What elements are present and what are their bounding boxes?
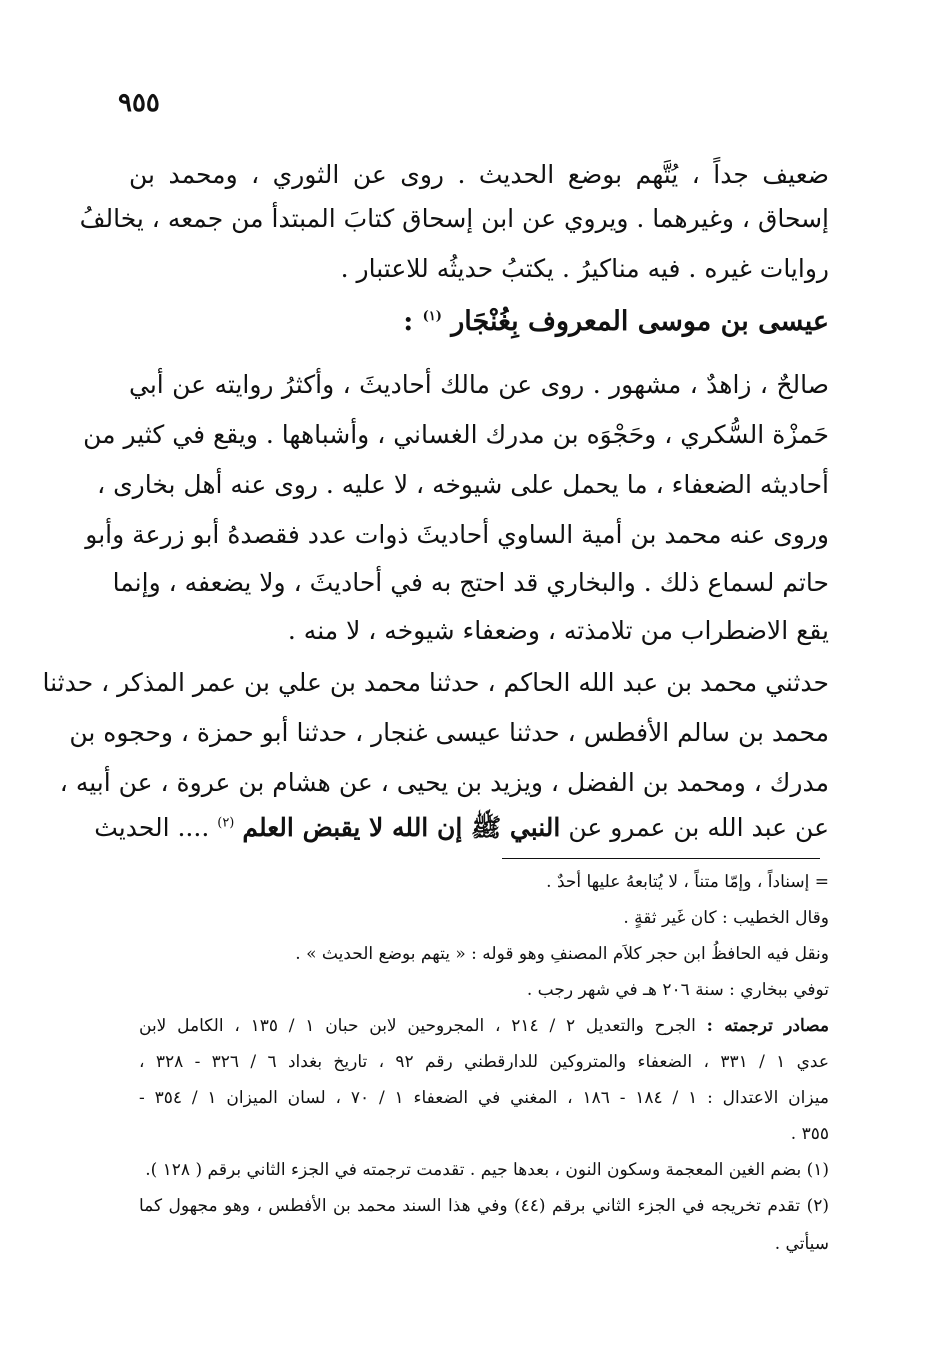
text-line: روايات غيره . فيه مناكيرُ . يكتبُ حديثُه للاعتبار .	[340, 254, 829, 283]
footnote-marker: (١)	[422, 309, 442, 324]
text-line: حاتم لسماع ذلك . والبخاري قد احتج به في أحاديثَ ، ولا يضعفه ، وإنما	[112, 568, 829, 597]
footnote-marker: (٢)	[217, 815, 235, 831]
hadith-chain: عن عبد الله بن عمرو عن	[568, 813, 829, 842]
sources-line: ميزان الاعتدال : ١ / ١٨٤ - ١٨٦ ، المغني في الضعفاء ١ / ٧٠ ، لسان الميزان ١ / ٣٥٤ -	[139, 1088, 829, 1108]
footnote-divider	[502, 858, 820, 859]
entry-heading	[403, 306, 829, 337]
entry-heading-name: عيسى بن موسى المعروف بِغُنْجَار	[451, 306, 829, 337]
sources-text: الجرح والتعديل ٢ / ٢١٤ ، المجروحين لابن حبان ١ / ١٣٥ ، الكامل لابن	[139, 1016, 696, 1036]
sources-label: مصادر ترجمته :	[706, 1016, 829, 1036]
footnote-line: = إسناداً ، وإمّا متناً ، لا يُتابعهُ عليها أحدٌ .	[546, 872, 829, 892]
footnote-line: توفي ببخاري : سنة ٢٠٦ هـ في شهر رجب .	[526, 980, 829, 1000]
sources-line: عدي ١ / ٣٣١ ، الضعفاء والمتروكين للدارقطني رقم ٩٢ ، تاريخ بغداد ٦ / ٣٢٦ - ٣٢٨ ،	[139, 1052, 829, 1072]
text-line: صالحٌ ، زاهدٌ ، مشهور . روى عن مالك أحاديثَ ، وأكثرُ روايته عن أبي	[129, 370, 829, 399]
text-line: إسحاق ، وغيرهما . ويروي عن ابن إسحاق كتابَ المبتدأ من جمعه ، يخالفُ	[79, 204, 829, 233]
footnote-2-continued: سيأتي .	[774, 1234, 829, 1254]
text-line: مدرك ، ومحمد بن الفضل ، ويزيد بن يحيى ، عن هشام بن عروة ، عن أبيه ،	[59, 768, 829, 797]
sources-line	[139, 1016, 829, 1036]
footnote-2: (٢) تقدم تخريجه في الجزء الثاني برقم (٤٤) وفي هذا السند محمد بن الأفطس ، وهو مجهول كما	[139, 1196, 829, 1216]
text-line: حدثني محمد بن عبد الله الحاكم ، حدثنا محمد بن علي بن عمر المذكر ، حدثنا	[42, 668, 829, 697]
text-line: وروى عنه محمد بن أمية الساوي أحاديثَ ذوات عدد فقصدهُ أبو زرعة وأبو	[85, 520, 829, 549]
hadith-ellipsis: .... الحديث	[94, 813, 210, 842]
footnote-line: وقال الخطيب : كان غَير ثقةٍ .	[623, 908, 829, 928]
footnote-line: ونقل فيه الحافظُ ابن حجر كلاَم المصنفِ وهو قوله : « يتهم بوضع الحديث » .	[295, 944, 829, 964]
text-line: ضعيف جداً ، يُتَّهم بوضع الحديث . روى عن الثوري ، ومحمد بن	[129, 160, 829, 189]
hadith-text: النبي ﷺ إن الله لا يقبض العلم	[242, 813, 561, 842]
page-number: ٩٥٥	[118, 88, 160, 118]
text-line: حَمزْة السُّكري ، وحَجْوَه بن مدرك الغساني ، وأشباهها . ويقع في كثير من	[83, 420, 829, 449]
hadith-line	[94, 812, 829, 849]
text-line: محمد بن سالم الأفطس ، حدثنا عيسى غنجار ، حدثنا أبو حمزة ، وحجوه بن	[69, 718, 829, 747]
sources-line: ٣٥٥ .	[790, 1124, 829, 1144]
heading-colon: :	[403, 306, 414, 337]
footnote-1: (١) بضم الغين المعجمة وسكون النون ، بعدها جيم . تقدمت ترجمته في الجزء الثاني برقم ( ١٢٨ ).	[145, 1160, 829, 1180]
text-line: أحاديثه الضعفاء ، ما يحمل على شيوخه ، لا عليه . روى عنه أهل بخارى ،	[97, 470, 829, 499]
text-line: يقع الاضطراب من تلامذته ، وضعفاء شيوخه ، لا منه .	[287, 616, 829, 645]
